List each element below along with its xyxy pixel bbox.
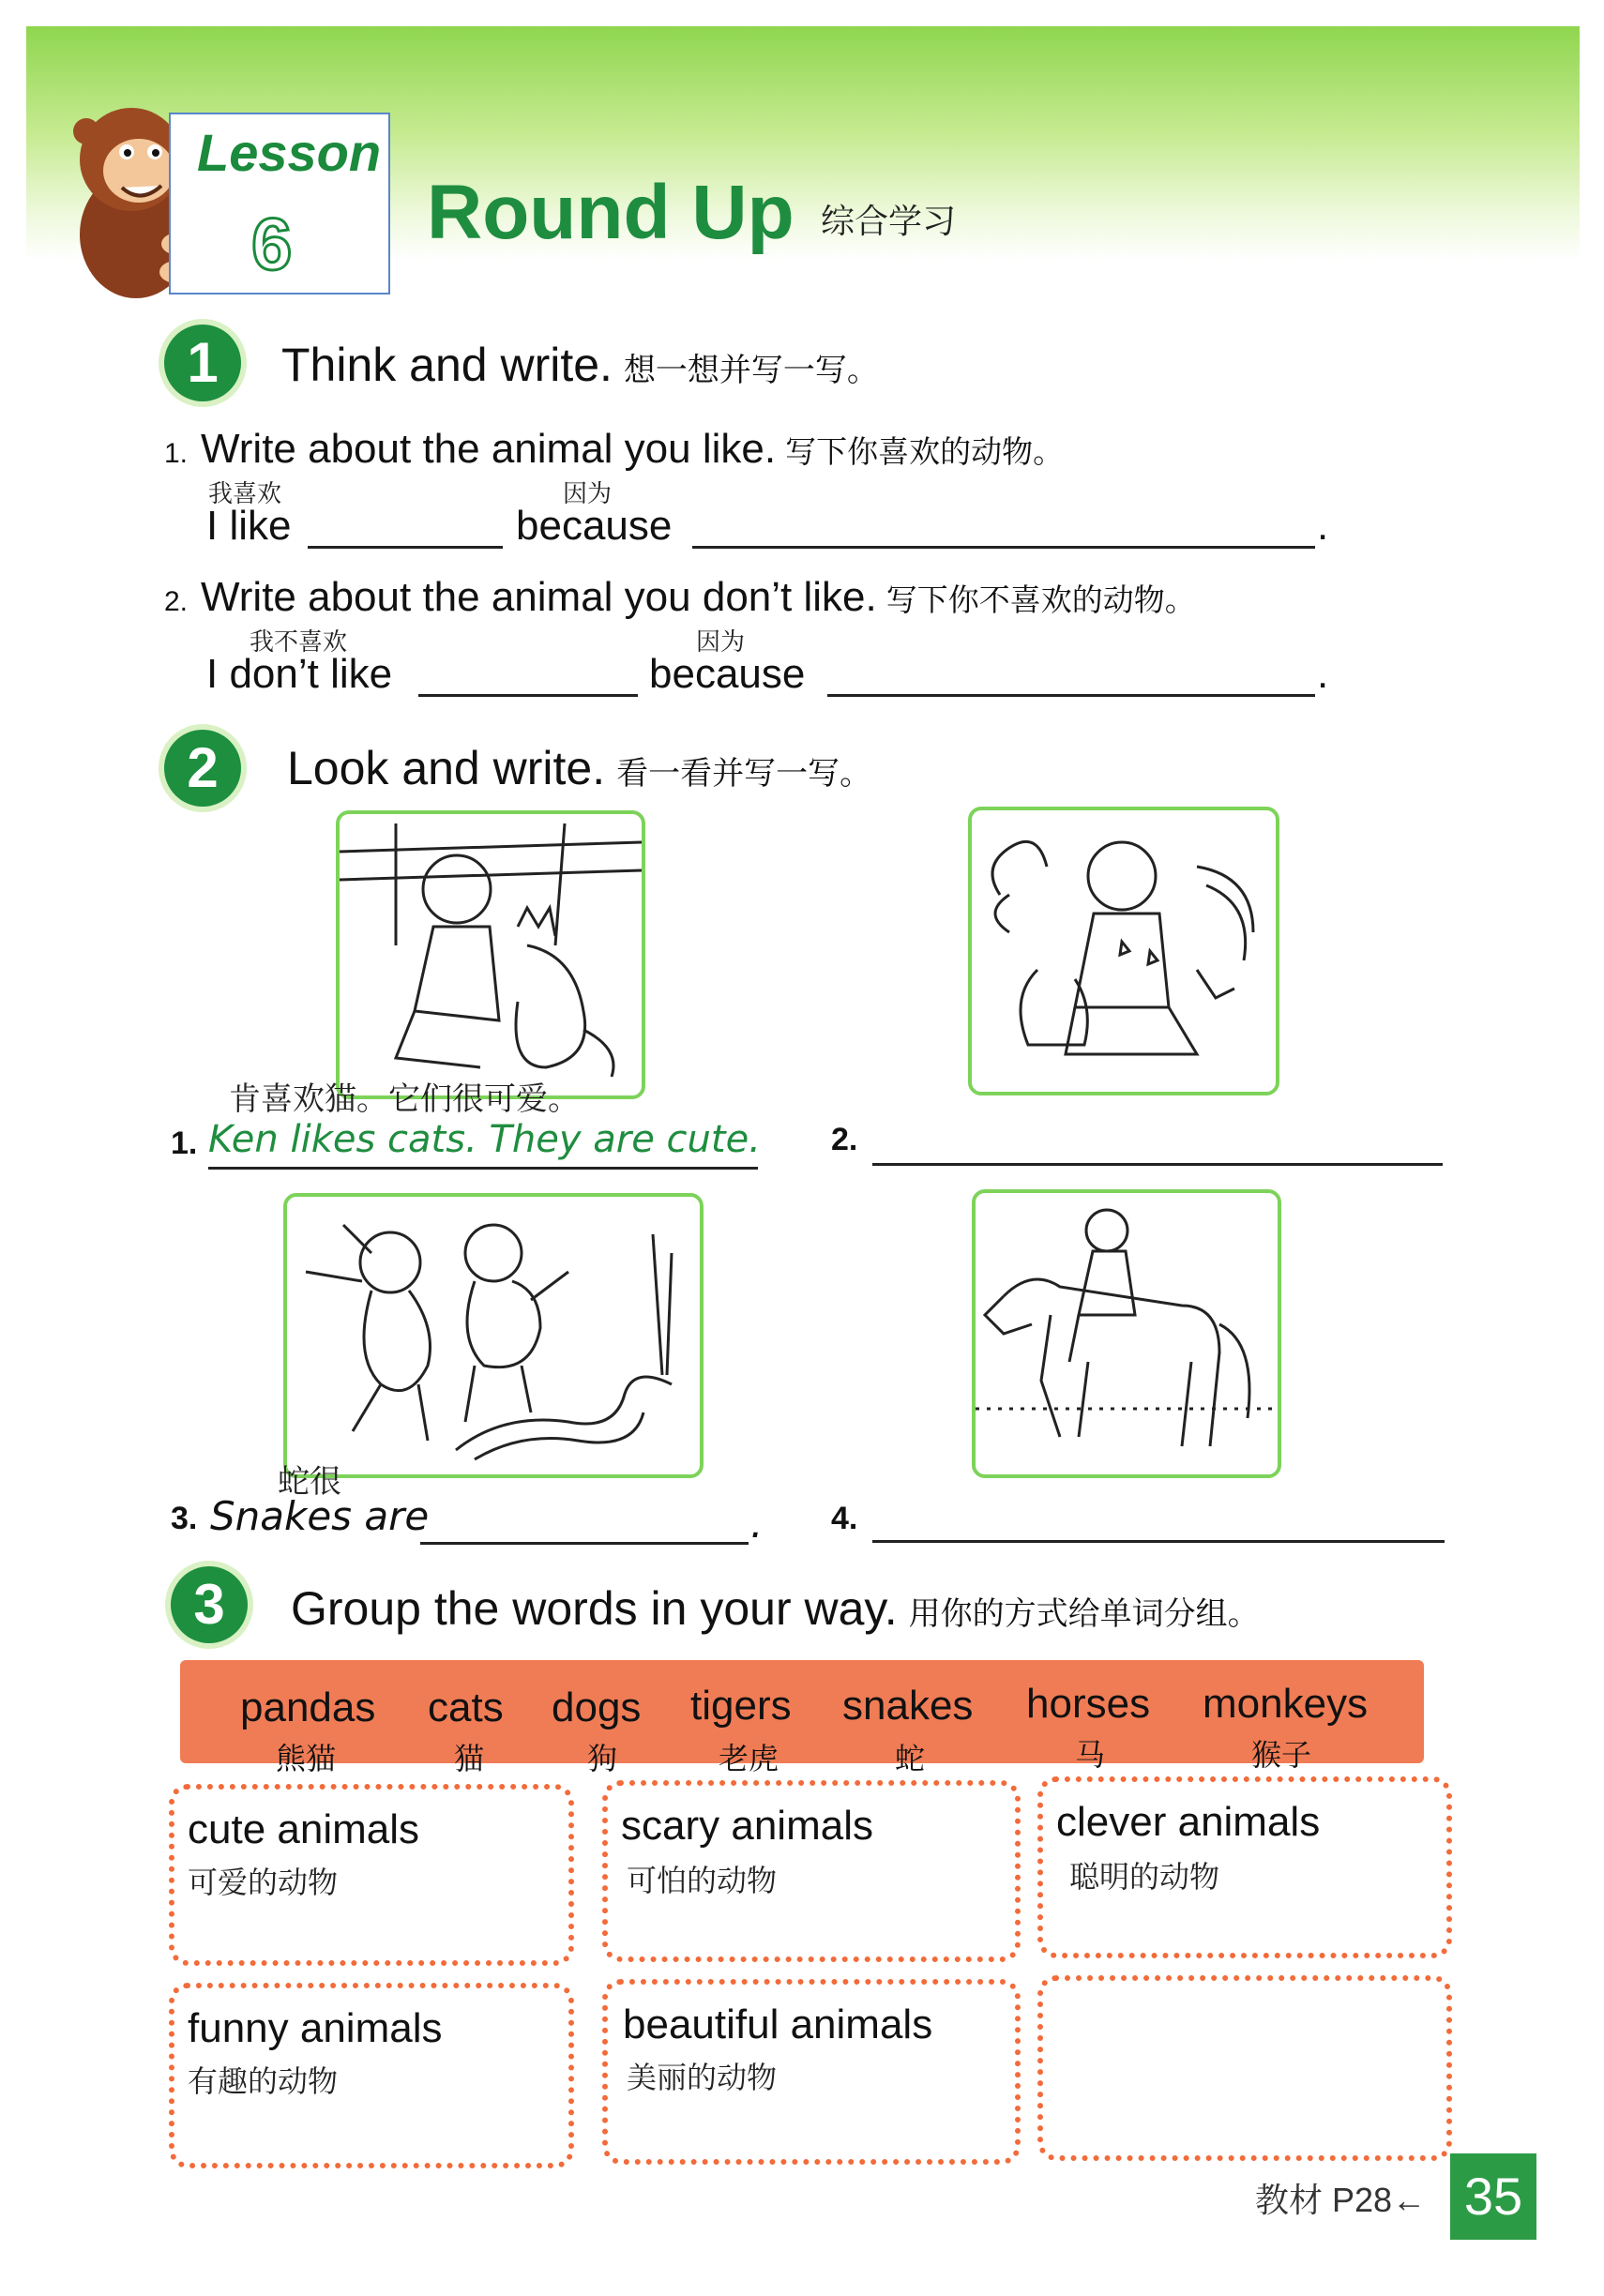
i-dont-like-label: I don’t like [206, 651, 393, 697]
word-tigers: tigers [690, 1683, 792, 1729]
lesson-label: Lesson [197, 123, 382, 182]
period-2: . [1317, 651, 1329, 697]
word-monkeys-cn: 猴子 [1251, 1738, 1312, 1772]
word-snakes: snakes [842, 1683, 974, 1729]
picture-boy-horse [972, 1189, 1281, 1478]
word-dogs: dogs [552, 1684, 642, 1730]
hint-dont-like: 我不喜欢 [250, 627, 348, 656]
question-2-text: Write about the animal you don’t like. [201, 574, 877, 620]
because-label-2: because [649, 651, 806, 697]
monkey-bear-snake-icon [287, 1197, 700, 1474]
question-1-number: 1. [164, 438, 189, 469]
picture-monkey-bear-snake [283, 1193, 704, 1478]
section-3-title [291, 1581, 1260, 1636]
section-1-title [281, 338, 879, 392]
hint-like: 我喜欢 [208, 479, 282, 507]
picture-girl-dog [968, 807, 1279, 1095]
exercise-2-number: 2. [831, 1122, 858, 1157]
section-1-title-en: Think and write. [281, 339, 613, 391]
section-2-title-en: Look and write. [287, 742, 606, 794]
section-3-badge: 3 [171, 1566, 248, 1643]
word-pandas: pandas [240, 1684, 376, 1730]
group-box-empty[interactable] [1037, 1975, 1452, 2161]
section-1-badge: 1 [164, 325, 241, 401]
period: . [1317, 503, 1329, 549]
exercise-3-period: . [750, 1501, 764, 1547]
lesson-number: 6 [251, 203, 293, 285]
textbook-reference: 教材 P28← [1255, 2181, 1427, 2219]
group-box-cute-cn: 可爱的动物 [188, 1866, 339, 1899]
group-box-beautiful-cn: 美丽的动物 [627, 2061, 778, 2094]
like-reason-blank[interactable] [692, 546, 1315, 549]
hint-because-2: 因为 [696, 627, 746, 656]
question-1 [164, 426, 1064, 473]
section-1-title-cn: 想一想并写一写。 [623, 353, 879, 388]
word-monkeys: monkeys [1203, 1681, 1369, 1727]
exercise-1-number: 1. [171, 1125, 198, 1161]
word-snakes-cn: 蛇 [895, 1742, 926, 1775]
group-box-clever-cn: 聪明的动物 [1069, 1860, 1220, 1894]
question-2-text-cn: 写下你不喜欢的动物。 [885, 582, 1196, 617]
exercise-4-line[interactable] [872, 1540, 1445, 1543]
question-2 [164, 574, 1196, 621]
group-box-clever-title: clever animals [1056, 1799, 1321, 1845]
page-title: Round Up [427, 170, 794, 255]
exercise-4-number: 4. [831, 1501, 858, 1536]
exercise-1-answer: Ken likes cats. They are cute. [208, 1118, 761, 1161]
section-2-title-cn: 看一看并写一写。 [616, 756, 872, 792]
word-pandas-cn: 熊猫 [276, 1742, 337, 1775]
word-horses-cn: 马 [1075, 1738, 1106, 1772]
group-box-scary-title: scary animals [621, 1803, 873, 1849]
hint-because: 因为 [563, 479, 613, 507]
section-3-title-en: Group the words in your way. [291, 1582, 898, 1635]
exercise-3-cn: 蛇很 [278, 1464, 341, 1500]
exercise-1-cn: 肯喜欢猫。它们很可爱。 [229, 1081, 580, 1117]
section-3-title-cn: 用你的方式给单词分组。 [908, 1596, 1260, 1632]
exercise-2-line[interactable] [872, 1163, 1443, 1166]
because-label: because [516, 503, 673, 549]
group-box-scary-cn: 可怕的动物 [627, 1864, 778, 1897]
word-horses: horses [1026, 1681, 1151, 1727]
group-box-beautiful-title: beautiful animals [623, 2001, 933, 2047]
page-title-cn: 综合学习 [821, 202, 957, 240]
word-cats-cn: 猫 [454, 1742, 485, 1775]
question-1-text: Write about the animal you like. [201, 426, 777, 472]
question-1-text-cn: 写下你喜欢的动物。 [785, 434, 1065, 469]
section-2-badge: 2 [164, 730, 241, 807]
word-cats: cats [428, 1684, 504, 1730]
group-box-cute-title: cute animals [188, 1806, 420, 1852]
girl-dog-icon [972, 810, 1276, 1092]
dont-like-animal-blank[interactable] [418, 694, 638, 697]
picture-boy-cat [336, 810, 645, 1099]
page-number: 35 [1450, 2153, 1536, 2240]
exercise-3-line[interactable] [420, 1542, 749, 1545]
word-dogs-cn: 狗 [587, 1742, 618, 1775]
dont-like-reason-blank[interactable] [827, 694, 1315, 697]
question-2-number: 2. [164, 586, 189, 617]
like-animal-blank[interactable] [308, 546, 503, 549]
exercise-3-answer: Snakes are [210, 1493, 430, 1539]
section-2-title [287, 741, 871, 795]
group-box-funny-cn: 有趣的动物 [188, 2064, 339, 2098]
boy-horse-icon [976, 1193, 1278, 1474]
word-tigers-cn: 老虎 [719, 1742, 779, 1775]
exercise-1-line [208, 1167, 758, 1170]
group-box-funny-title: funny animals [188, 2005, 443, 2051]
i-like-label: I like [206, 503, 292, 549]
exercise-3-number: 3. [171, 1501, 198, 1536]
boy-cat-icon [340, 814, 642, 1095]
